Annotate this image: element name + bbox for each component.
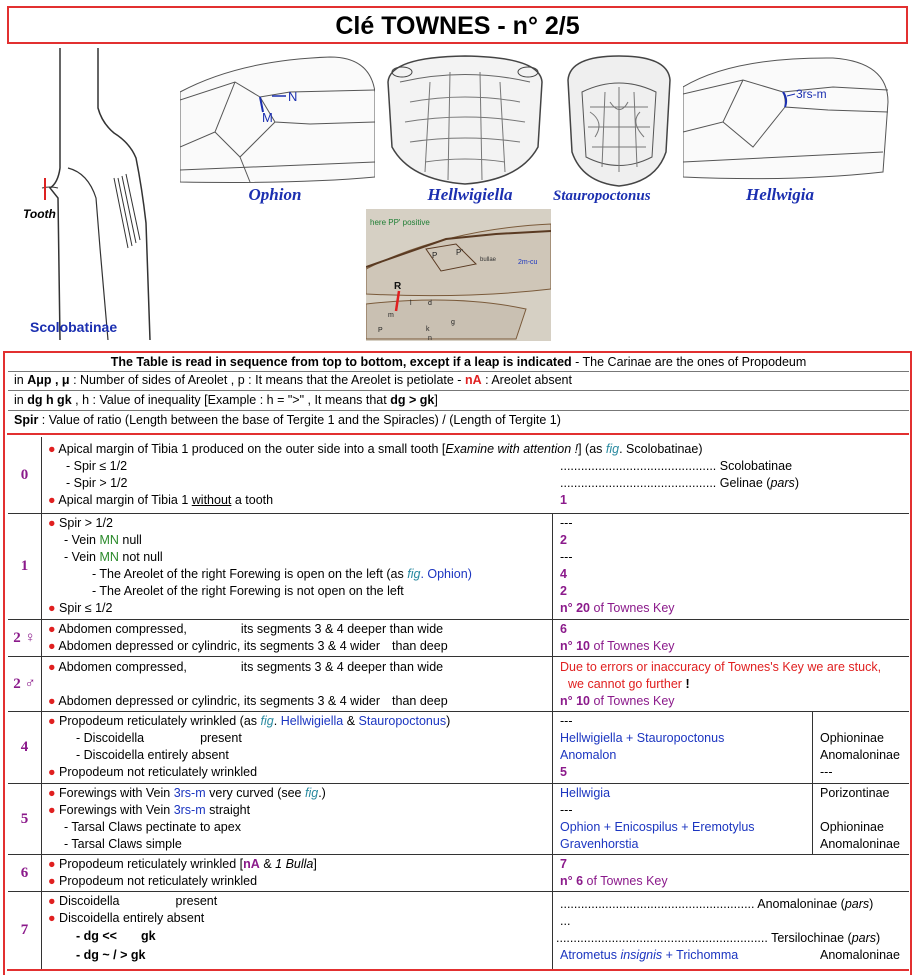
row1-v3: --- (560, 550, 573, 564)
key-row-1 (8, 513, 909, 619)
row1-line3: - Vein MN not null (64, 550, 163, 564)
table-header-line1: The Table is read in sequence from top to bottom, except if a leap is indicated - The Carinae are the ones of Propodeum (8, 353, 909, 372)
ophion-wing-figure (180, 52, 375, 184)
row5-v4: Gravenhorstia (560, 837, 639, 851)
row7-line2: ● Discoidella entirely absent (48, 911, 205, 925)
row-number: 0 (8, 437, 42, 513)
row0-line1: ● Apical margin of Tibia 1 produced on the outer side into a small tooth [Examine with attention !] (as fig. Scolobatinae) (48, 442, 703, 456)
table-header-line3: in dg h gk , h : Value of inequality [Example : h = ">" , It means that dg > gk] (8, 391, 909, 411)
row2f-v2: n° 10 of Townes Key (560, 639, 675, 653)
row6-v2: n° 6 of Townes Key (560, 874, 668, 888)
row1-line1: ● Spir > 1/2 (48, 516, 113, 530)
stauropoctonus-caption: Stauropoctonus (553, 188, 651, 204)
row-number: 1 (8, 514, 42, 619)
row4-t3: Anomaloninae (820, 748, 900, 762)
key-row-4 (8, 711, 909, 783)
table-header-line2: in Aμp , μ : Number of sides of Areolet , p : It means that the Areolet is petiolate - nA : Areolet absent (8, 371, 909, 391)
row4-t2: Ophioninae (820, 731, 884, 745)
svg-text:d: d (428, 300, 432, 307)
row5-line4: - Tarsal Claws simple (64, 837, 182, 851)
row1-v5: 2 (560, 584, 567, 598)
row2m-v1b: we cannot go further ! (568, 677, 690, 691)
row4-line4: ● Propodeum not reticulately wrinkled (48, 765, 258, 779)
row4-t4: --- (820, 765, 833, 779)
svg-text:bullae: bullae (480, 257, 497, 263)
row0-goto: 1 (560, 493, 567, 507)
svg-text:g: g (451, 319, 455, 326)
row7-line3: - dg << gk (76, 929, 156, 943)
header-divider (7, 433, 909, 435)
svg-text:N: N (288, 89, 298, 104)
row0-line4: ● Apical margin of Tibia 1 without a tooth (48, 493, 274, 507)
photo-caption: here PP' positive (370, 218, 430, 227)
row-number: 5 (8, 784, 42, 854)
row2m-v2: n° 10 of Townes Key (560, 694, 675, 708)
row2f-line2: ● Abdomen depressed or cylindric, its segments 3 & 4 wider than deep (48, 639, 448, 653)
key-row-2-male (8, 656, 909, 711)
row-number: 2 ♂ (8, 657, 42, 711)
row4-line3: - Discoidella entirely absent (76, 748, 229, 762)
row0-line3: - Spir > 1/2 (66, 476, 128, 490)
row1-line4: - The Areolet of the right Forewing is open on the left (as fig. Ophion) (92, 567, 472, 581)
row4-v2: Hellwigiella + Stauropoctonus (560, 731, 725, 745)
key-row-0 (8, 437, 909, 513)
row5-v2: --- (560, 803, 573, 817)
row4-v4: 5 (560, 765, 567, 779)
svg-text:M: M (262, 110, 273, 125)
row-number: 2 ♀ (8, 620, 42, 656)
row1-line6: ● Spir ≤ 1/2 (48, 601, 113, 615)
row1-v4: 4 (560, 567, 567, 581)
row1-v6: n° 20 of Townes Key (560, 601, 675, 615)
key-row-6 (8, 854, 909, 891)
table-header-line4: Spir : Value of ratio (Length between the base of Tergite 1 and the Spiracles) / (Length of Tergite 1) (14, 413, 561, 427)
key-row-7 (8, 891, 909, 969)
hellwigiella-caption: Hellwigiella (427, 185, 513, 204)
svg-text:3rs-m: 3rs-m (796, 87, 827, 101)
row-number: 6 (8, 855, 42, 891)
row1-v1: --- (560, 516, 573, 530)
hellwigia-caption: Hellwigia (746, 185, 814, 204)
svg-text:P': P' (456, 248, 463, 257)
wing-photo (366, 209, 551, 341)
row6-line1: ● Propodeum reticulately wrinkled [nA & 1 Bulla] (48, 857, 317, 871)
page-title: Clé TOWNES - n° 2/5 (7, 6, 908, 44)
row4-v1: --- (560, 714, 573, 728)
svg-text:n: n (428, 335, 432, 341)
row5-t3: Ophioninae (820, 820, 884, 834)
svg-text:P: P (378, 327, 383, 334)
hellwigiella-figure (380, 52, 550, 187)
row1-line5: - The Areolet of the right Forewing is not open on the left (92, 584, 404, 598)
key-row-2-female (8, 619, 909, 656)
row6-v1: 7 (560, 857, 567, 871)
svg-text:R: R (394, 281, 402, 292)
row4-line1: ● Propodeum reticulately wrinkled (as fig. Hellwigiella & Stauropoctonus) (48, 714, 451, 728)
svg-text:2m-cu: 2m-cu (518, 259, 538, 266)
svg-text:m: m (388, 312, 394, 319)
row5-t1: Porizontinae (820, 786, 890, 800)
row7-v3: ............................................................. Tersilochinae (pars) (556, 931, 881, 945)
row5-line3: - Tarsal Claws pectinate to apex (64, 820, 241, 834)
row0-line2: - Spir ≤ 1/2 (66, 459, 128, 473)
row5-t4: Anomaloninae (820, 837, 900, 851)
svg-text:l: l (410, 300, 412, 307)
row7-line4: - dg ~ / > gk (76, 948, 146, 962)
row5-v1: Hellwigia (560, 786, 611, 800)
row6-line2: ● Propodeum not reticulately wrinkled (48, 874, 258, 888)
scolobatinae-caption: Scolobatinae (30, 319, 118, 335)
row2m-v1: Due to errors or inaccuracy of Townes's Key we are stuck, (560, 660, 882, 674)
row7-v4: Atrometus insignis + Trichomma (560, 948, 739, 962)
row7-v1: ........................................................ Anomaloninae (pars) (560, 897, 874, 911)
row5-v3: Ophion + Enicospilus + Eremotylus (560, 820, 755, 834)
stauropoctonus-figure (560, 52, 678, 189)
row7-v2: ... (560, 914, 571, 928)
row-number: 4 (8, 712, 42, 783)
row5-line1: ● Forewings with Vein 3rs-m very curved (see fig.) (48, 786, 326, 800)
svg-text:k: k (426, 326, 430, 333)
ophion-caption: Ophion (248, 185, 302, 204)
row2m-line1: ● Abdomen compressed, its segments 3 & 4 deeper than wide (48, 660, 444, 674)
row7-v4-subfamily: Anomaloninae (820, 948, 900, 962)
hellwigia-wing-figure (683, 52, 890, 184)
bottom-border (7, 969, 909, 971)
row7-line1: ● Discoidella present (48, 894, 218, 908)
row4-line2: - Discoidella present (76, 731, 242, 745)
svg-text:P: P (432, 251, 438, 260)
row1-line2: - Vein MN null (64, 533, 142, 547)
scolobatinae-figure (18, 48, 168, 340)
row-number: 7 (8, 892, 42, 969)
row4-v3: Anomalon (560, 748, 617, 762)
tooth-label: Tooth (23, 207, 56, 221)
row2f-line1: ● Abdomen compressed, its segments 3 & 4 deeper than wide (48, 622, 444, 636)
row2f-v1: 6 (560, 622, 567, 636)
row0-result-scolobatinae: ............................................. Scolobatinae (560, 459, 793, 473)
row0-result-gelinae: ............................................. Gelinae (pars) (560, 476, 799, 490)
row5-line2: ● Forewings with Vein 3rs-m straight (48, 803, 251, 817)
row1-v2: 2 (560, 533, 567, 547)
key-row-5 (8, 783, 909, 854)
row2m-line2: ● Abdomen depressed or cylindric, its segments 3 & 4 wider than deep (48, 694, 448, 708)
